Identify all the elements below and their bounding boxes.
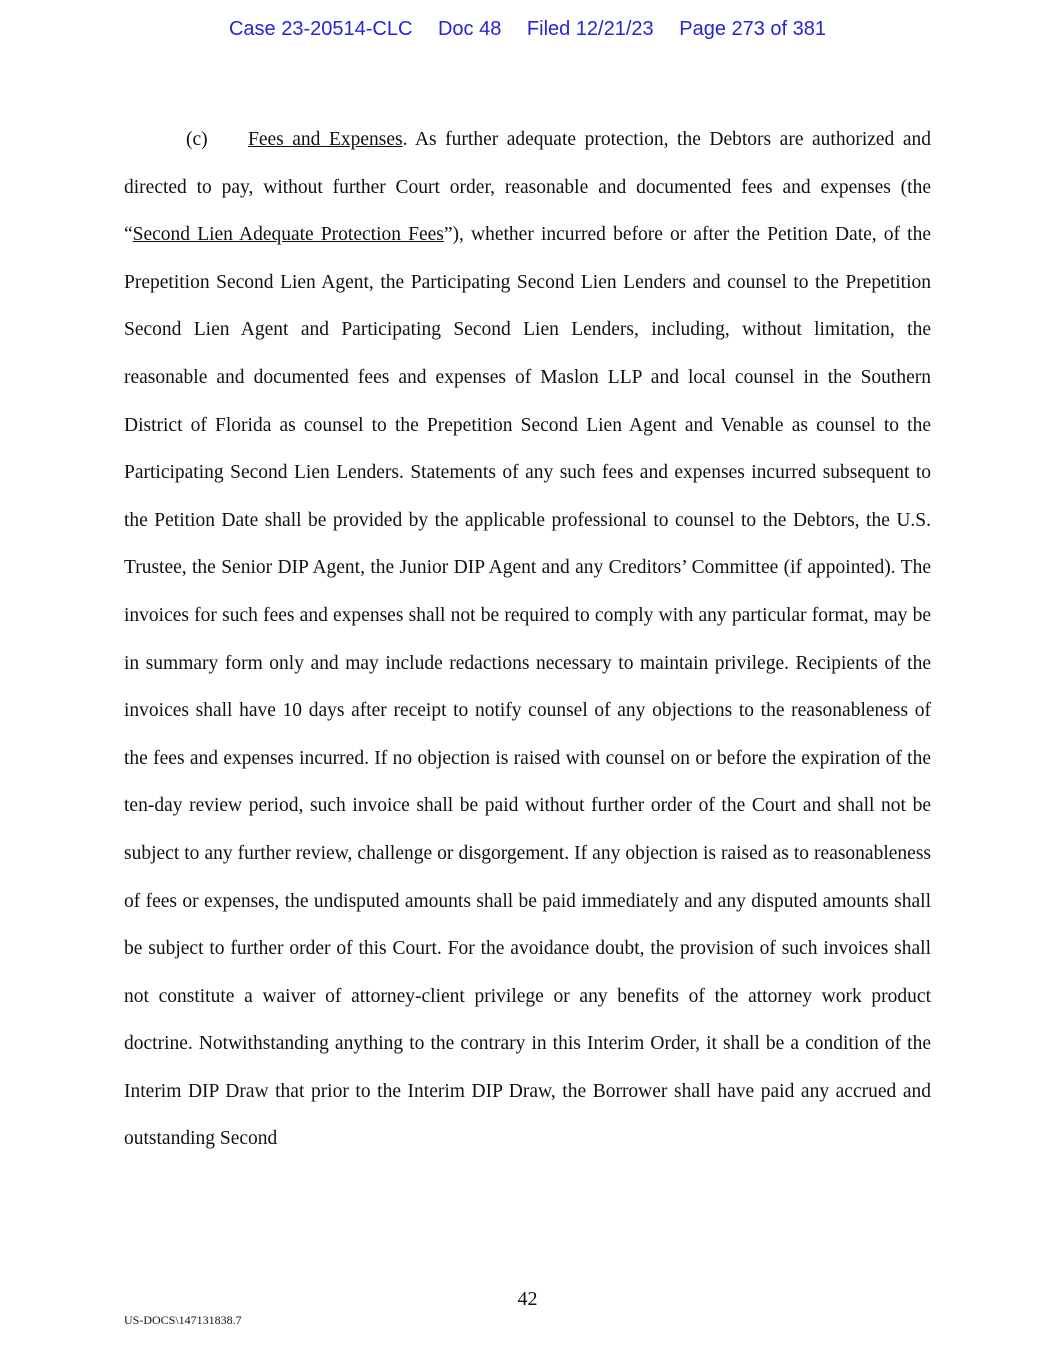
case-header [0,18,1055,41]
paragraph-text-part-1: . As further adequate protection, the Debtors are authorized and directed to pay, without further Court order, reasonable and documented fees and expenses (the “ [124,129,931,246]
case-number: Case 23-20514-CLC [228,18,413,40]
document-id: US-DOCS\147131838.7 [124,1313,242,1327]
paragraph-marker: (c) [186,129,208,150]
doc-number: Doc 48 [437,18,502,40]
defined-term: Second Lien Adequate Protection Fees [132,224,444,246]
page-number: 42 [517,1288,538,1310]
paragraph-text-part-2: ”), whether incurred before or after the Petition Date, of the Prepetition Second Lien Agent, the Participating Second Lien Lenders and counsel to the Prepetition Second Lien Agent and Participating Second Lien Lenders, including, without limitation, the reasonable and documented fees and expenses of Maslon LLP and local counsel in the Southern District of Florida as counsel to the Prepetition Second Lien Agent and Venable as counsel to the Participating Second Lien Lenders. Statements of any such fees and expenses incurred subsequent to the Petition Date shall be provided by the applicable professional to counsel to the Debtors, the U.S. Trustee, the Senior DIP Agent, the Junior DIP Agent and any Creditors’ Committee (if appointed). The invoices for such fees and expenses shall not be required to comply with any particular format, may be in summary form only and may include redactions necessary to maintain privilege. Recipients of the invoices shall have 10 days after receipt to notify counsel of any objections to the reasonableness of the fees and expenses incurred. If no objection is raised with counsel on or before the expiration of the ten-day review period, such invoice shall be paid without further order of the Court and shall not be subject to any further review, challenge or disgorgement. If any objection is raised as to reasonableness of fees or expenses, the undisputed amounts shall be paid immediately and any disputed amounts shall be subject to further order of this Court. For the avoidance doubt, the provision of such invoices shall not constitute a waiver of attorney-client privilege or any benefits of the attorney work product doctrine. Notwithstanding anything to the contrary in this Interim Order, it shall be a condition of the Interim DIP Draw that prior to the Interim DIP Draw, the Borrower shall have paid any accrued and outstanding Second [124,224,931,1150]
paragraph-heading: Fees and Expenses [248,129,403,150]
page-indicator: Page 273 of 381 [679,18,827,40]
filed-date: Filed 12/21/23 [526,18,654,40]
paragraph-c [124,116,931,1163]
